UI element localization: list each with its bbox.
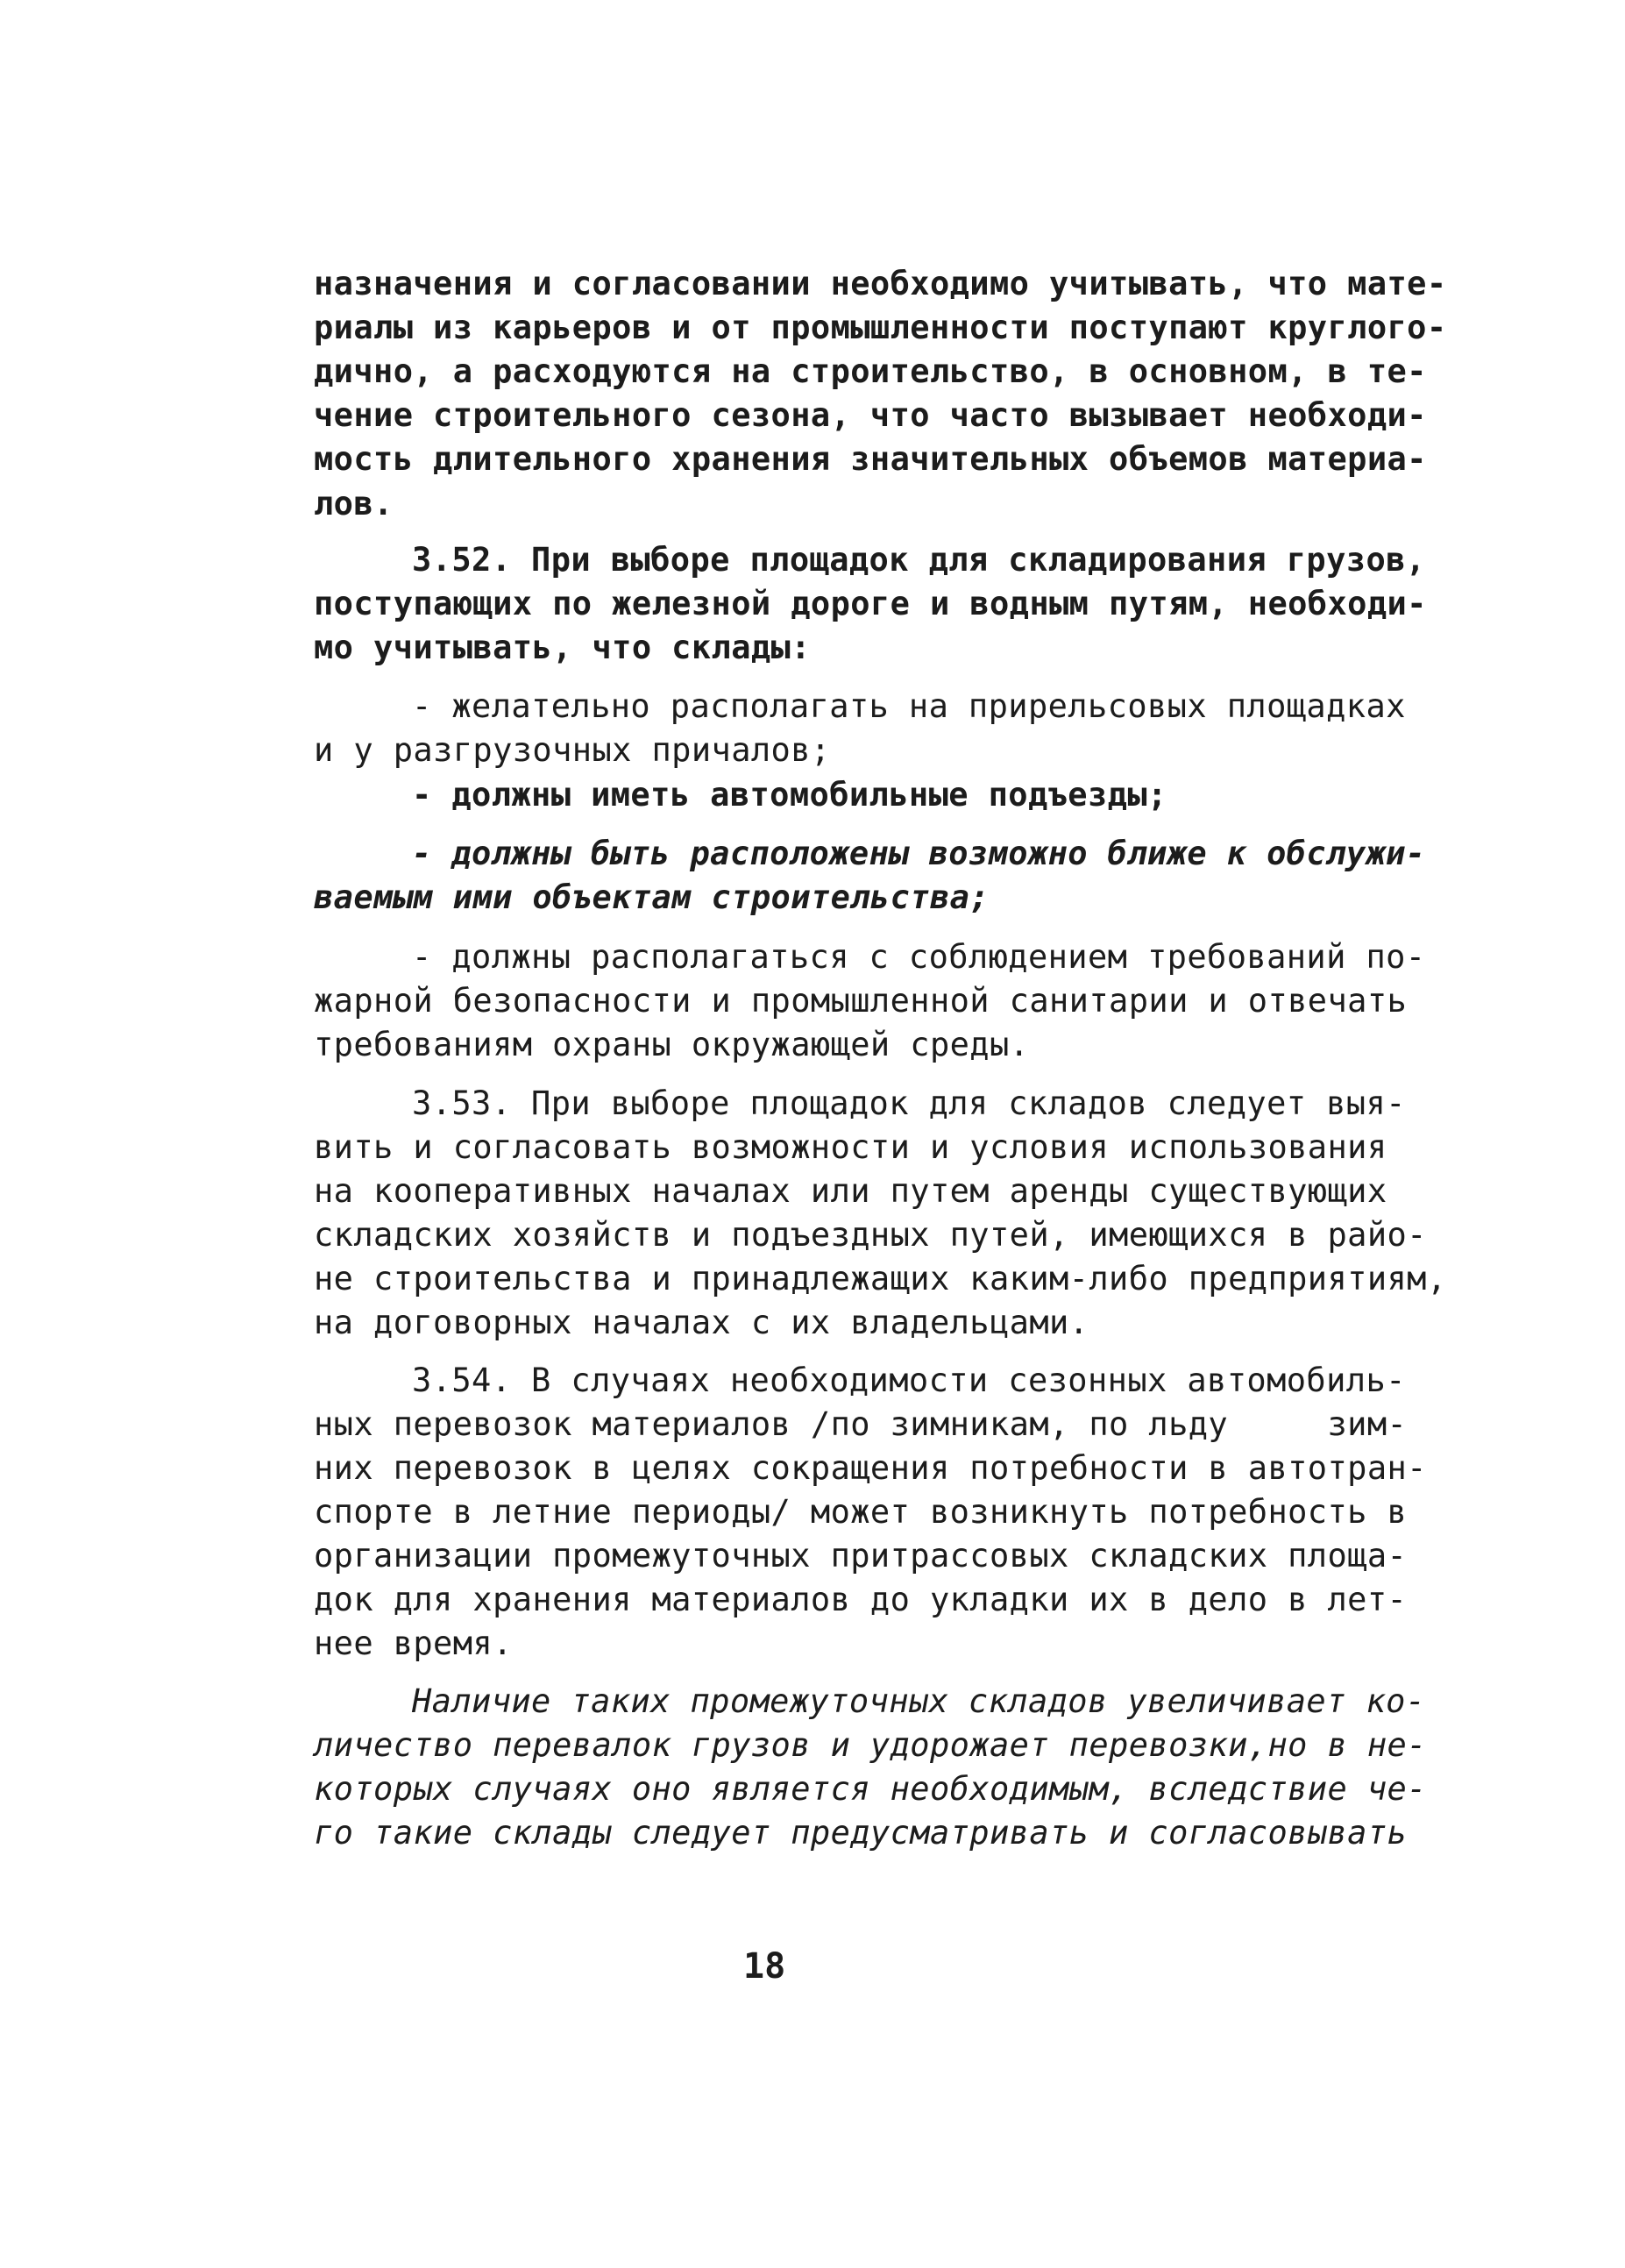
- text-line: 3.52. При выборе площадок для складирования грузов,: [412, 541, 1426, 579]
- text-line: на договорных началах с их владельцами.: [314, 1304, 1089, 1341]
- text-line: 3.54. В случаях необходимости сезонных автомобиль-: [412, 1362, 1406, 1399]
- text-line: не строительства и принадлежащих каким-либо предприятиям,: [314, 1260, 1447, 1298]
- text-line: которых случаях оно является необходимым, вследствие че-: [314, 1770, 1427, 1808]
- text-line: назначения и согласовании необходимо учитывать, что мате-: [314, 265, 1447, 302]
- text-line: риалы из карьеров и от промышленности поступают круглого-: [314, 309, 1447, 346]
- page-number: 18: [743, 1946, 786, 1987]
- text-line: мо учитывать, что склады:: [314, 629, 811, 666]
- text-line: требованиям охраны окружающей среды.: [314, 1026, 1030, 1063]
- text-line: складских хозяйств и подъездных путей, имеющихся в райо-: [314, 1216, 1427, 1254]
- text-line: 3.53. При выборе площадок для складов следует выя-: [412, 1084, 1406, 1122]
- text-line: нее время.: [314, 1625, 513, 1662]
- text-line: док для хранения материалов до укладки их в дело в лет-: [314, 1581, 1408, 1618]
- text-line: - должны быть расположены возможно ближе к обслужи-: [412, 835, 1426, 872]
- text-line: вить и согласовать возможности и условия использования: [314, 1128, 1387, 1166]
- text-line: личество перевалок грузов и удорожает перевозки,но в не-: [314, 1726, 1427, 1764]
- text-line: дично, а расходуются на строительство, в основном, в те-: [314, 352, 1427, 390]
- text-line: мость длительного хранения значительных объемов материа-: [314, 440, 1427, 478]
- text-line: на кооперативных началах или путем аренды существующих: [314, 1172, 1387, 1210]
- text-line: - желательно располагать на прирельсовых площадках: [412, 687, 1406, 725]
- text-line: поступающих по железной дороге и водным путям, необходи-: [314, 585, 1427, 622]
- text-line: ваемым ими объектам строительства;: [314, 878, 990, 916]
- text-line: - должны иметь автомобильные подъезды;: [412, 776, 1167, 814]
- text-line: чение строительного сезона, что часто вызывает необходи-: [314, 396, 1427, 434]
- text-line: спорте в летние периоды/ может возникнуть потребность в: [314, 1493, 1408, 1531]
- text-line: Наличие таких промежуточных складов увеличивает ко-: [412, 1682, 1426, 1720]
- text-line: - должны располагаться с соблюдением требований по-: [412, 938, 1426, 976]
- text-line: и у разгрузочных причалов;: [314, 731, 831, 769]
- text-line: ных перевозок материалов /по зимникам, по льду зим-: [314, 1405, 1408, 1443]
- text-line: го такие склады следует предусматривать и согласовывать: [314, 1814, 1408, 1852]
- text-line: организации промежуточных притрассовых складских площа-: [314, 1537, 1408, 1575]
- text-line: жарной безопасности и промышленной санитарии и отвечать: [314, 982, 1408, 1020]
- text-line: лов.: [314, 485, 394, 523]
- text-line: них перевозок в целях сокращения потребности в автотран-: [314, 1449, 1427, 1487]
